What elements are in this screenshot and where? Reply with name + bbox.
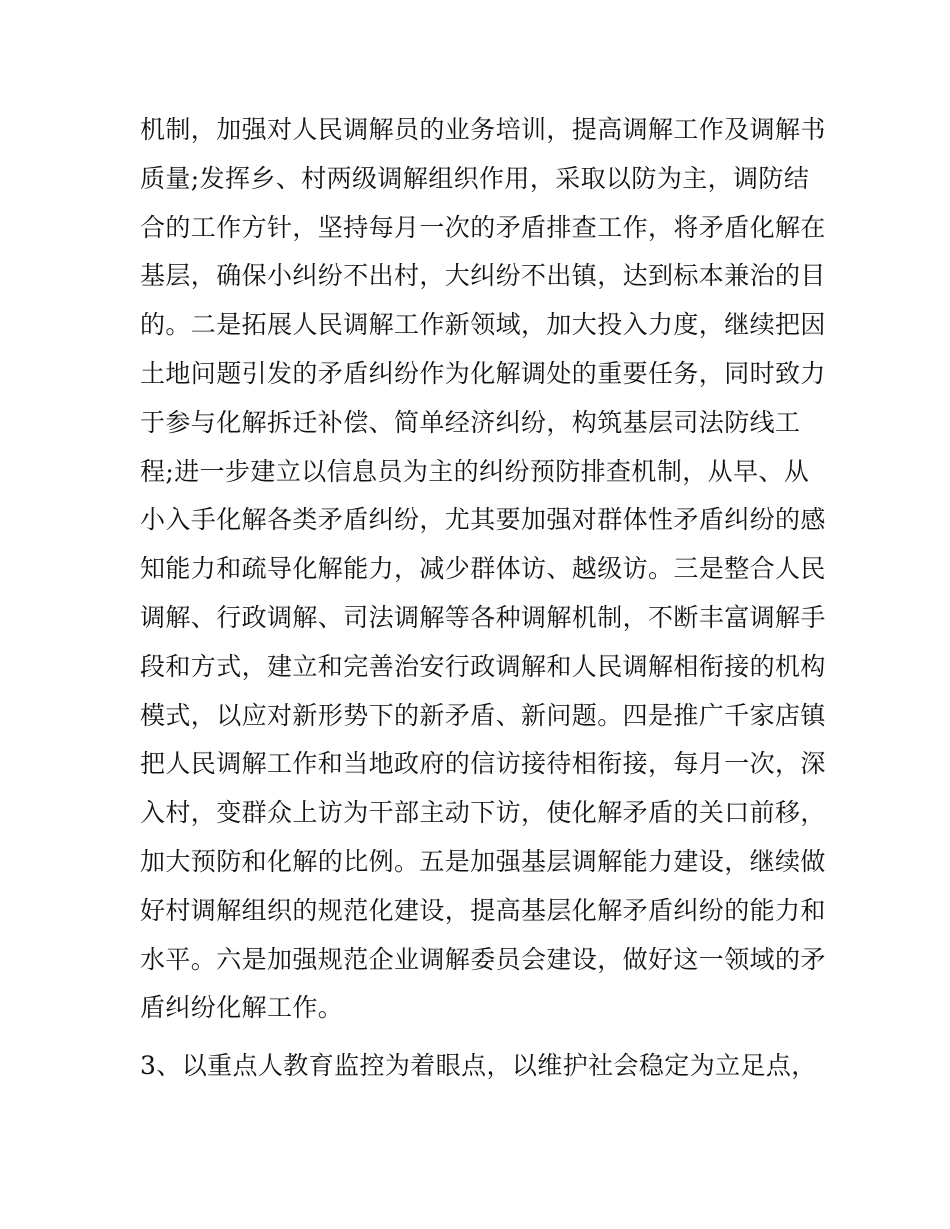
text-line-10: 知能力和疏导化解能力，减少群体访、越级访。三是整合人民 xyxy=(140,554,826,584)
text-line-3: 合的工作方针，坚持每月一次的矛盾排查工作，将矛盾化解在 xyxy=(140,212,826,242)
text-line-5: 的。二是拓展人民调解工作新领域，加大投入力度，继续把因 xyxy=(140,310,826,340)
text-line-11: 调解、行政调解、司法调解等各种调解机制，不断丰富调解手 xyxy=(140,602,826,632)
text-line-16: 加大预防和化解的比例。五是加强基层调解能力建设，继续做 xyxy=(140,846,826,876)
text-line-12: 段和方式，建立和完善治安行政调解和人民调解相衔接的机构 xyxy=(140,651,826,681)
text-line-15: 入村，变群众上访为干部主动下访，使化解矛盾的关口前移， xyxy=(140,798,826,828)
text-line-14: 把人民调解工作和当地政府的信访接待相衔接，每月一次，深 xyxy=(140,749,826,779)
text-line-1: 机制，加强对人民调解员的业务培训，提高调解工作及调解书 xyxy=(140,115,826,144)
body-text xyxy=(140,106,826,1091)
section-heading-3: 3、以重点人教育监控为着眼点，以维护社会稳定为立足点， xyxy=(140,1051,817,1081)
text-line-8: 程;进一步建立以信息员为主的纠纷预防排查机制，从早、从 xyxy=(140,456,810,486)
text-line-9: 小入手化解各类矛盾纠纷，尤其要加强对群体性矛盾纠纷的感 xyxy=(140,505,826,535)
text-line-2: 质量;发挥乡、村两级调解组织作用，采取以防为主，调防结 xyxy=(140,163,810,193)
text-line-6: 土地问题引发的矛盾纠纷作为化解调处的重要任务，同时致力 xyxy=(140,358,826,388)
text-line-19: 盾纠纷化解工作。 xyxy=(140,993,344,1023)
text-line-13: 模式，以应对新形势下的新矛盾、新问题。四是推广千家店镇 xyxy=(140,700,826,730)
text-line-4: 基层，确保小纠纷不出村，大纠纷不出镇，达到标本兼治的目 xyxy=(140,261,826,291)
text-line-18: 水平。六是加强规范企业调解委员会建设，做好这一领域的矛 xyxy=(140,944,826,974)
text-line-7: 于参与化解拆迁补偿、简单经济纠纷，构筑基层司法防线工 xyxy=(140,407,801,437)
text-line-17: 好村调解组织的规范化建设，提高基层化解矛盾纠纷的能力和 xyxy=(140,895,826,925)
